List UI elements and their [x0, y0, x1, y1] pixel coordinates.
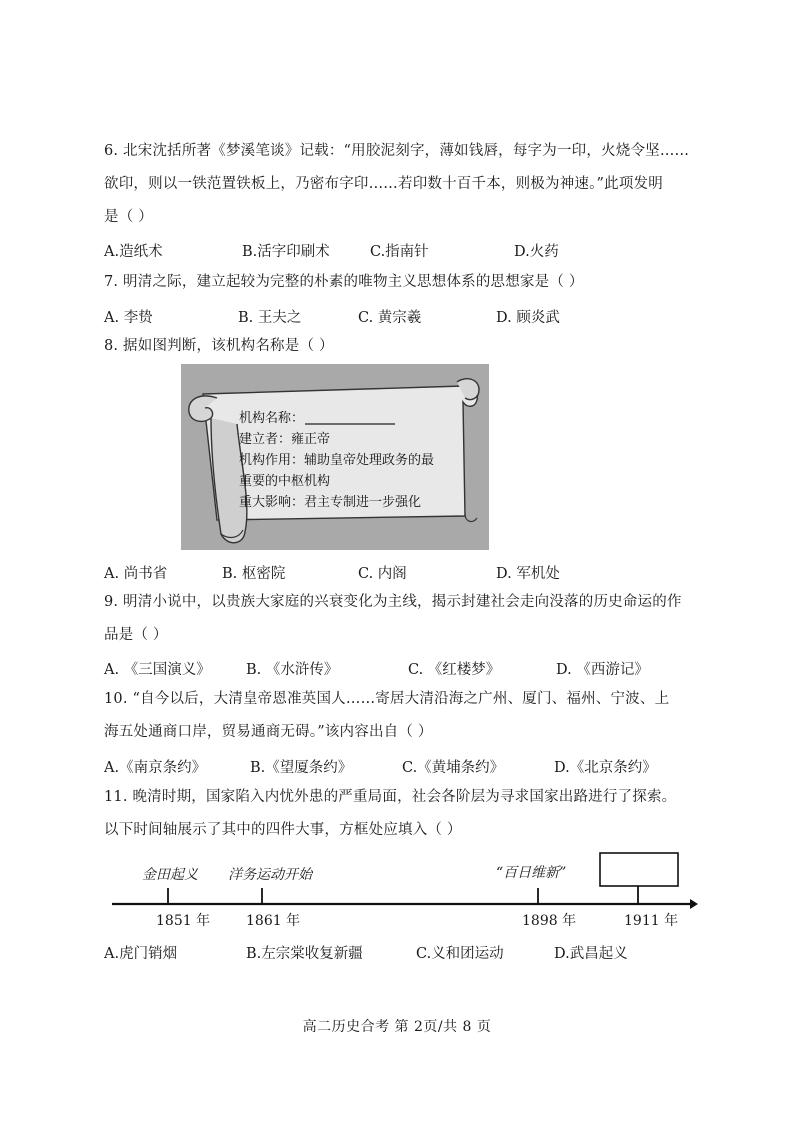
- q8-options: [104, 562, 704, 586]
- q9-option-c[interactable]: C. 《红楼梦》: [408, 662, 501, 678]
- q7-option-c[interactable]: C. 黄宗羲: [358, 310, 422, 326]
- q11-line-1: 11. 晚清时期，国家陷入内忧外患的严重局面，社会各阶层为寻求国家出路进行了探索。: [104, 789, 677, 805]
- scroll-line-5: 重大影响：君主专制进一步强化: [239, 495, 422, 510]
- year-1898: 1898 年: [522, 913, 577, 929]
- q8-option-a[interactable]: A. 尚书省: [104, 566, 168, 582]
- q9-option-b[interactable]: B. 《水浒传》: [246, 662, 339, 678]
- q11-timeline: [108, 852, 698, 932]
- q10-line-2: 海五处通商口岸，贸易通商无碍。”该内容出自（ ）: [104, 724, 433, 740]
- q8-option-c[interactable]: C. 内阁: [358, 566, 407, 582]
- event-bairi: “百日维新”: [496, 865, 567, 881]
- q6-option-a[interactable]: A.造纸术: [104, 244, 163, 260]
- q8-option-b[interactable]: B. 枢密院: [222, 566, 286, 582]
- q6-line-1: 6. 北宋沈括所著《梦溪笔谈》记载：“用胶泥刻字，薄如钱唇，每字为一印，火烧令坚……: [104, 143, 690, 159]
- scroll-line-4: 重要的中枢机构: [239, 474, 331, 489]
- event-jintian: 金田起义: [142, 867, 198, 883]
- q10-option-a[interactable]: A.《南京条约》: [104, 760, 207, 776]
- year-1911: 1911 年: [624, 913, 679, 929]
- q11-option-b[interactable]: B.左宗棠收复新疆: [246, 946, 363, 962]
- scroll-text: [239, 408, 434, 513]
- q11-option-c[interactable]: C.义和团运动: [416, 946, 504, 962]
- year-1861: 1861 年: [246, 913, 301, 929]
- q6-option-c[interactable]: C.指南针: [370, 244, 429, 260]
- q11-option-a[interactable]: A.虎门销烟: [104, 946, 178, 962]
- q7-option-a[interactable]: A. 李贽: [104, 310, 153, 326]
- q9-option-d[interactable]: D. 《西游记》: [556, 662, 649, 678]
- answer-box: [600, 853, 678, 886]
- q11-option-d[interactable]: D.武昌起义: [554, 946, 628, 962]
- scroll-line-3: 机构作用：辅助皇帝处理政务的最: [239, 453, 435, 468]
- q6-option-b[interactable]: B.活字印刷术: [242, 244, 330, 260]
- q11-options: [104, 942, 704, 966]
- q8-text: 8. 据如图判断，该机构名称是（ ）: [104, 338, 334, 354]
- q6-line-3: 是（ ）: [104, 209, 153, 225]
- scroll-line-1: 机构名称：: [239, 411, 305, 426]
- q7-options: [104, 306, 704, 330]
- q8-option-d[interactable]: D. 军机处: [496, 566, 560, 582]
- q9-line-1: 9. 明清小说中，以贵族大家庭的兴衰变化为主线，揭示封建社会走向没落的历史命运的作: [104, 594, 682, 610]
- q9-line-2: 品是（ ）: [104, 627, 168, 643]
- q7-option-d[interactable]: D. 顾炎武: [496, 310, 560, 326]
- q7-text: 7. 明清之际，建立起较为完整的朴素的唯物主义思想体系的思想家是（ ）: [104, 274, 584, 290]
- q8-scroll-figure: [181, 364, 489, 550]
- scroll-line-2: 建立者：雍正帝: [239, 432, 331, 447]
- q7-option-b[interactable]: B. 王夫之: [238, 310, 302, 326]
- event-yangwu: 洋务运动开始: [228, 867, 312, 883]
- q6-options: [104, 240, 704, 264]
- q9-option-a[interactable]: A. 《三国演义》: [104, 662, 211, 678]
- year-1851: 1851 年: [156, 913, 211, 929]
- q10-option-d[interactable]: D.《北京条约》: [554, 760, 657, 776]
- q6-option-d[interactable]: D.火药: [514, 244, 559, 260]
- q10-line-1: 10. “自今以后，大清皇帝恩准英国人……寄居大清沿海之广州、厦门、福州、宁波、上: [104, 691, 670, 707]
- q9-options: [104, 658, 704, 682]
- q11-line-2: 以下时间轴展示了其中的四件大事，方框处应填入（ ）: [104, 822, 462, 838]
- q6-line-2: 欲印，则以一铁范置铁板上，乃密布字印……若印数十百千本，则极为神速。”此项发明: [104, 176, 663, 192]
- q10-option-c[interactable]: C.《黄埔条约》: [402, 760, 505, 776]
- q10-options: [104, 756, 704, 780]
- page-footer: 高二历史合考 第 2页/共 8 页: [302, 1019, 492, 1035]
- q10-option-b[interactable]: B.《望厦条约》: [250, 760, 353, 776]
